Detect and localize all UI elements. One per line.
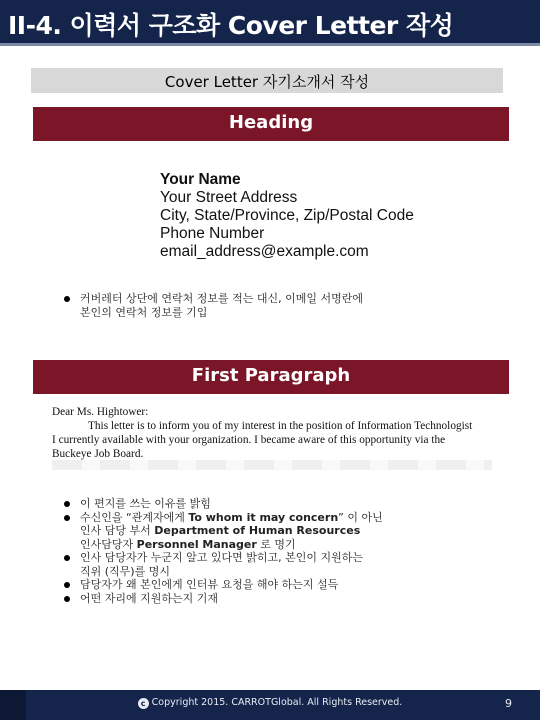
list-item	[60, 578, 383, 592]
subtitle: Cover Letter 자기소개서 작성	[164, 73, 370, 91]
heading-bullet-list	[60, 292, 363, 319]
bullet-text-bold: Department of Human Resources	[154, 524, 361, 537]
bullet-text: 인사 담당자가 누군지 알고 있다면 밝히고, 본인이 지원하는	[80, 551, 363, 564]
list-item	[60, 551, 383, 578]
header-bar	[0, 0, 540, 46]
page-number: 9	[505, 697, 512, 710]
bullet-text-part: 수신인을 “관계자에게	[80, 510, 189, 524]
list-item	[60, 292, 363, 319]
letter-faded-text	[52, 460, 492, 470]
letter-line: I currently available with your organization. I became aware of this opportunity via the	[52, 434, 446, 446]
address-phone: Phone Number	[160, 225, 265, 242]
address-email: email_address@example.com	[160, 243, 369, 260]
bullet-text-bold: To whom it may concern	[188, 510, 339, 524]
letter-line: Buckeye Job Board.	[52, 448, 144, 460]
address-block	[160, 171, 414, 261]
bullet-text: 커버레터 상단에 연락처 정보를 적는 대신, 이메일 서명란에	[80, 292, 363, 305]
copyright-icon: c	[138, 698, 149, 709]
bullet-text: 직위 (직무)를 명시	[80, 564, 170, 578]
bullet-text	[80, 538, 383, 552]
letter-line: This letter is to inform you of my interest in the position of Information Technologist	[88, 420, 473, 432]
bullet-icon	[64, 296, 70, 302]
bullet-text-bold: Personnel Manager	[136, 537, 257, 551]
bullet-text: 본인의 연락처 정보를 기입	[80, 305, 208, 319]
subtitle-box	[31, 68, 503, 93]
address-name: Your Name	[160, 171, 241, 188]
bullet-icon	[64, 582, 70, 588]
bullet-icon	[64, 555, 70, 561]
list-item	[60, 592, 383, 606]
bullet-text-part: ” 이 아닌	[338, 510, 383, 524]
bullet-text	[80, 524, 383, 538]
letter-salutation: Dear Ms. Hightower:	[52, 406, 149, 418]
footer-copyright	[0, 697, 540, 709]
bullet-icon	[64, 596, 70, 602]
bullet-icon	[64, 501, 70, 507]
address-street: Your Street Address	[160, 189, 298, 206]
address-city: City, State/Province, Zip/Postal Code	[160, 207, 414, 224]
bullet-text-part: 인사 담당 부서	[80, 524, 155, 537]
list-item	[60, 497, 383, 511]
heading-banner-label: Heading	[228, 112, 314, 133]
bullet-text: 담당자가 왜 본인에게 인터뷰 요청을 해야 하는지 설득	[80, 578, 339, 591]
bullet-text-part: 로 명기	[256, 537, 296, 551]
bullet-icon	[64, 515, 70, 521]
first-paragraph-bullet-list	[60, 497, 383, 605]
bullet-text: 이 편지를 쓰는 이유를 밝힘	[80, 497, 211, 510]
list-item	[60, 511, 383, 552]
bullet-text: 어떤 자리에 지원하는지 기재	[80, 591, 219, 605]
footer-bar	[0, 690, 540, 720]
first-paragraph-banner	[33, 360, 509, 394]
letter-sample-image	[52, 405, 492, 461]
copyright-text: Copyright 2015. CARROTGlobal. All Rights Reserved.	[151, 697, 403, 708]
bullet-text	[80, 511, 383, 525]
first-paragraph-banner-label: First Paragraph	[191, 365, 351, 386]
heading-banner	[33, 107, 509, 141]
bullet-text-part: 인사담당자	[80, 537, 137, 551]
page-title: II-4. 이력서 구조화 Cover Letter 작성	[8, 11, 454, 40]
